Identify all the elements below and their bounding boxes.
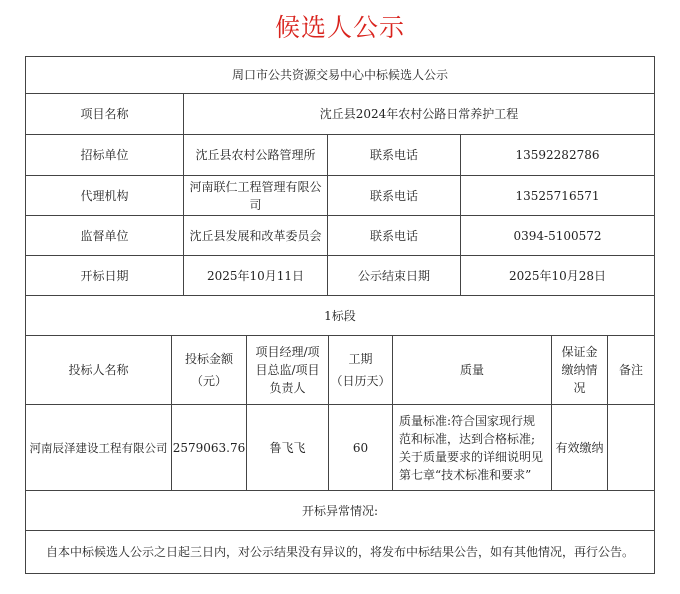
header-remark: 备注 (607, 336, 654, 404)
supervisor-row (26, 216, 654, 256)
abnormal-label: 开标异常情况: (301, 503, 379, 518)
bid-deposit: 有效缴纳 (551, 405, 607, 490)
bid-remark (607, 405, 654, 490)
dates-row (26, 256, 654, 296)
end-date-label: 公示结束日期 (327, 256, 460, 295)
header-amount (171, 336, 246, 404)
agency-phone: 13525716571 (460, 176, 654, 215)
supervisor-phone-label: 联系电话 (327, 216, 460, 255)
open-date-value: 2025年10月11日 (183, 256, 327, 295)
tenderer-label: 招标单位 (80, 148, 129, 162)
project-value: 沈丘县2024年农村公路日常养护工程 (183, 94, 654, 134)
bid-manager: 鲁飞飞 (246, 405, 328, 490)
bid-period: 60 (328, 405, 392, 490)
agency-row (26, 176, 654, 216)
header-bidder: 投标人名称 (68, 363, 129, 377)
project-row (26, 94, 654, 135)
header-period-line2: （日历天） (330, 374, 391, 388)
agency-phone-label: 联系电话 (327, 176, 460, 215)
header-manager: 项目经理/项目总监/项目负责人 (246, 336, 328, 404)
footer-note: 自本中标候选人公示之日起三日内，对公示结果没有异议的，将发布中标结果公告，如有其他情况，再行公告。 (45, 545, 634, 559)
supervisor-value: 沈丘县发展和改革委员会 (183, 216, 327, 255)
bid-amount: 2579063.76 (171, 405, 246, 490)
footer-row (26, 531, 654, 573)
header-quality: 质量 (392, 336, 551, 404)
supervisor-label: 监督单位 (80, 228, 129, 243)
header-amount-line1: 投标金额 (184, 352, 233, 366)
bid-row (26, 405, 654, 491)
page-title: 候选人公示 (274, 13, 405, 42)
abnormal-row (26, 491, 654, 531)
project-label: 项目名称 (80, 107, 129, 121)
header-amount-line2: （元） (190, 374, 227, 388)
header-deposit: 保证金缴纳情况 (551, 336, 607, 404)
candidate-table (25, 56, 655, 574)
header-period (328, 336, 392, 404)
tenderer-value: 沈丘县农村公路管理所 (183, 135, 327, 175)
agency-value: 河南联仁工程管理有限公司 (183, 176, 327, 215)
section-row (26, 296, 654, 336)
tenderer-phone-label: 联系电话 (327, 135, 460, 175)
section-label: 1标段 (324, 308, 356, 323)
tenderer-row (26, 135, 654, 176)
agency-label: 代理机构 (80, 188, 129, 203)
tenderer-phone: 13592282786 (460, 135, 654, 175)
header-period-line1: 工期 (348, 352, 373, 366)
bid-bidder: 河南辰泽建设工程有限公司 (29, 440, 168, 455)
bid-header-row (26, 336, 654, 405)
table-title: 周口市公共资源交易中心中标候选人公示 (231, 68, 448, 82)
bid-quality: 质量标准:符合国家现行规范和标准，达到合格标准;关于质量要求的详细说明见第七章“技术标准和要求” (392, 405, 551, 490)
open-date-label: 开标日期 (80, 268, 129, 283)
end-date-value: 2025年10月28日 (460, 256, 654, 295)
table-title-row (26, 57, 654, 94)
supervisor-phone: 0394-5100572 (460, 216, 654, 255)
